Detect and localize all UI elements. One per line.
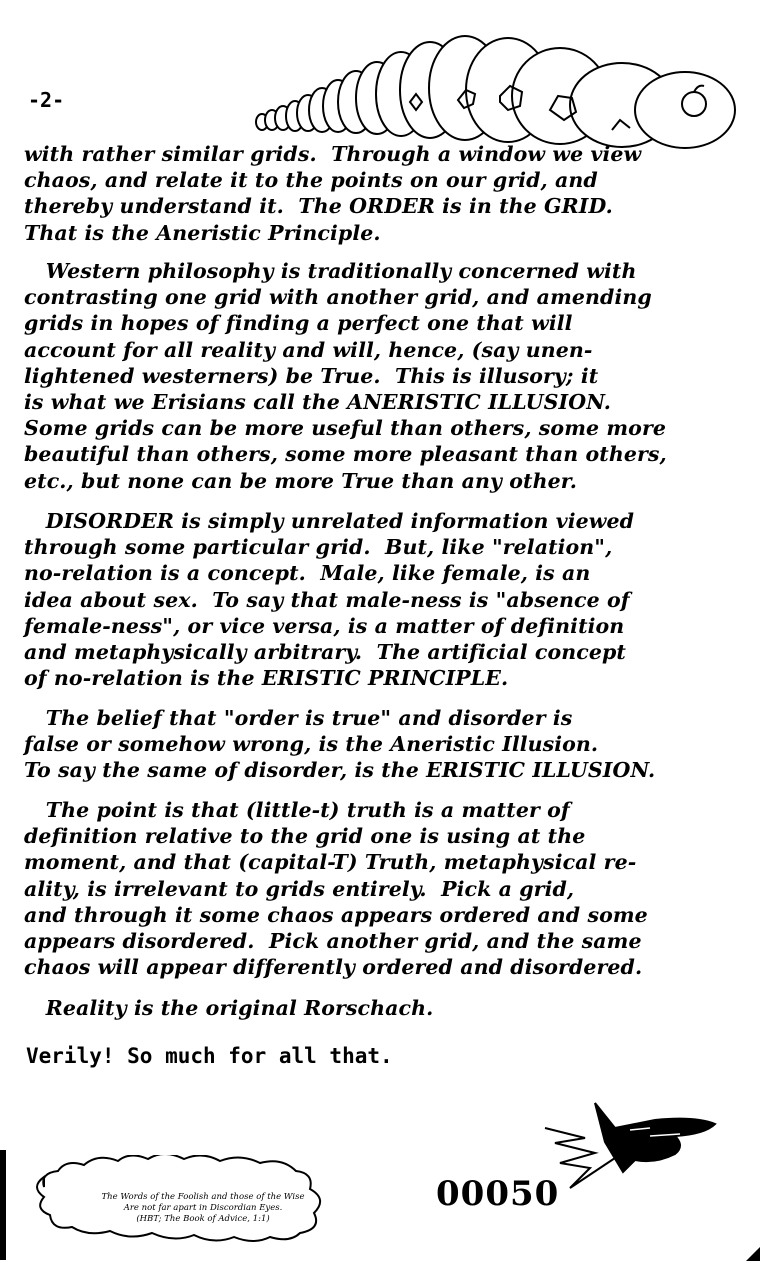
paragraph-aneristic-principle: with rather similar grids. Through a window we view chaos, and relate it to the points on our grid, and thereby understand it. The ORDER is in the GRID. That is the Aneristic Principle. — [24, 142, 642, 245]
closing-line: Verily! So much for all that. — [26, 1044, 393, 1068]
scan-margin-mark — [0, 1150, 6, 1260]
quote-citation: (HBT; The Book of Advice, 1:1) — [136, 1214, 270, 1224]
paragraph-rorschach: Reality is the original Rorschach. — [24, 996, 434, 1020]
quote-cloud-text — [48, 1192, 358, 1225]
paragraph-disorder: DISORDER is simply unrelated information viewed through some particular grid. But, like "relation", no-relation is a concept. Male, like female, is an idea about sex. To say that male-ness is "absence of female-ness", or vice versa, is a matter of definition and metaphysically arbitrary. The artificial concept of no-relation is the ERISTIC PRINCIPLE. — [24, 509, 635, 691]
paragraph-western-philosophy: Western philosophy is traditionally concerned with contrasting one grid with another grid, and amending grids in hopes of finding a perfect one that will account for all reality and will, hence, (say unen- lightened westerners) be True. This is illusory; it is what we Erisians call the ANERISTIC ILLUSION. Some grids can be more useful than others, some more beautiful than others, some more pleasant than others, etc., but none can be more True than any other. — [24, 259, 667, 493]
page-number: -2- — [28, 88, 65, 112]
paragraph-truth: The point is that (little-t) truth is a matter of definition relative to the grid one is using at the moment, and that (capital-T) Truth, metaphysical re- ality, is irrelevant to grids entirely. Pick a grid, and through it some chaos appears ordered and some appears disordered. Pick another grid, and the same chaos will appear differently ordered and disordered. — [24, 798, 648, 980]
paragraph-belief-order: The belief that "order is true" and disorder is false or somehow wrong, is the Aneristic Illusion. To say the same of disorder, is the ERISTIC ILLUSION. — [24, 706, 656, 783]
pointing-hand-icon — [540, 1088, 720, 1203]
page-code: 00050 — [436, 1174, 560, 1214]
quote-line: Are not far apart in Discordian Eyes. — [123, 1203, 283, 1213]
scan-corner-mark — [744, 1245, 762, 1263]
quote-line: The Words of the Foolish and those of the Wise — [101, 1192, 305, 1202]
